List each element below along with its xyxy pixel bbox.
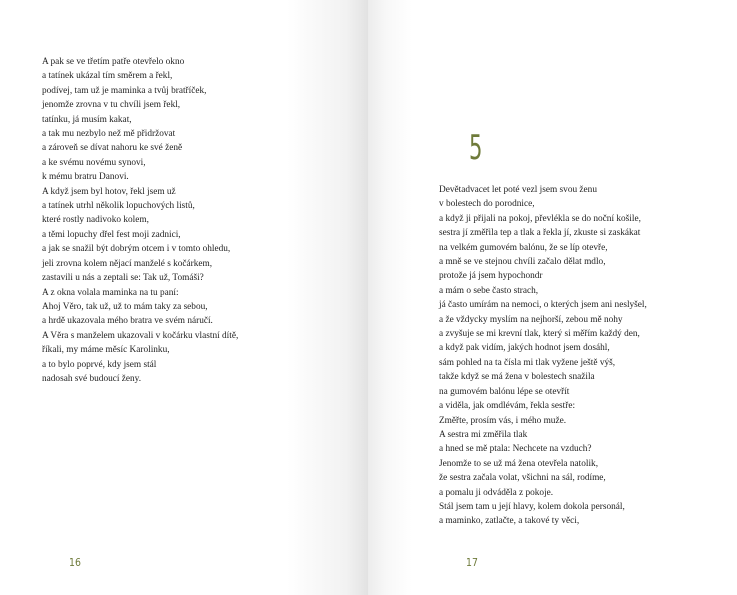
text-line: a viděla, jak omdlévám, řekla sestře:	[439, 401, 576, 412]
text-line: a tatínek ukázal tím směrem a řekl,	[42, 71, 173, 82]
text-line: v bolestech do porodnice,	[439, 199, 535, 210]
left-poem-text	[42, 55, 238, 386]
text-line: Stál jsem tam u její hlavy, kolem dokola personál,	[439, 501, 625, 512]
text-line: a tatínek utrhl několik lopuchových listů,	[42, 201, 195, 212]
text-line: Změřte, prosím vás, i mého muže.	[439, 415, 567, 426]
text-line: a tak mu nezbylo než mě přidržovat	[42, 129, 176, 140]
left-page	[0, 0, 368, 595]
text-line: zastavili u nás a zeptali se: Tak už, Tomáši?	[42, 273, 204, 284]
text-line: a hrdě ukazovala mého bratra ve svém náručí.	[42, 316, 213, 327]
text-line: jenomže zrovna v tu chvíli jsem řekl,	[42, 100, 181, 111]
text-line: a ke svému novému synovi,	[42, 157, 146, 168]
text-line: které rostly nadivoko kolem,	[42, 215, 149, 226]
chapter-number: 5	[469, 128, 483, 168]
text-line: A Věra s manželem ukazovali v kočárku vlastní dítě,	[42, 330, 239, 341]
text-line: jeli zrovna kolem nějací manželé s kočárkem,	[42, 258, 213, 269]
text-line: říkali, my máme měsíc Karolinku,	[42, 345, 170, 356]
text-line: nadosah své budoucí ženy.	[42, 373, 142, 384]
text-line: sestra jí změřila tep a tlak a řekla jí, zkuste si zaskákat	[439, 228, 641, 239]
text-line: a maminko, zatlačte, a takové ty věci,	[439, 516, 580, 527]
text-line: na velkém gumovém balónu, že se líp otevře,	[439, 242, 608, 253]
text-line: a když ji přijali na pokoj, převlékla se do noční košile,	[439, 213, 641, 224]
text-line: takže když se má žena v bolestech snažila	[439, 372, 595, 383]
text-line: A když jsem byl hotov, řekl jsem už	[42, 186, 176, 197]
right-poem-text	[439, 183, 647, 529]
text-line: a pomalu ji odváděla z pokoje.	[439, 487, 554, 498]
text-line: k mému bratru Danovi.	[42, 172, 129, 183]
text-line: A pak se ve třetím patře otevřelo okno	[42, 57, 185, 67]
text-line: protože já jsem hypochondr	[439, 271, 543, 282]
page-number-right: 17	[466, 556, 478, 569]
text-line: a to bylo poprvé, kdy jsem stál	[42, 359, 157, 370]
text-line: sám pohled na ta čísla mi tlak vyžene ještě výš,	[439, 357, 616, 368]
text-line: podívej, tam už je maminka a tvůj bratříček,	[42, 85, 207, 96]
text-line: na gumovém balónu lépe se otevřít	[439, 386, 570, 397]
text-line: a že vždycky myslím na nejhorší, zebou mě nohy	[439, 314, 623, 325]
text-line: a hned se mě ptala: Nechcete na vzduch?	[439, 444, 592, 455]
text-line: já často umírám na nemoci, o kterých jsem ani neslyšel,	[439, 300, 647, 311]
text-line: a když pak vidím, jakých hodnot jsem dosáhl,	[439, 343, 610, 354]
text-line: a jak se snažil být dobrým otcem i v tomto ohledu,	[42, 244, 231, 255]
text-line: Ahoj Věro, tak už, už to mám taky za sebou,	[42, 301, 208, 312]
text-line: a mám o sebe často strach,	[439, 285, 539, 296]
text-line: Jenomže to se už má žena otevřela natolik,	[439, 458, 599, 469]
right-page	[368, 0, 737, 595]
text-line: že sestra začala volat, všichni na sál, rodíme,	[439, 473, 606, 484]
page-number-left: 16	[69, 556, 81, 569]
text-line: a zvyšuje se mi krevní tlak, který si měřím každý den,	[439, 329, 640, 340]
text-line: Devětadvacet let poté vezl jsem svou ženu	[439, 185, 597, 195]
text-line: tatínku, já musím kakat,	[42, 114, 132, 125]
text-line: a těmi lopuchy dřel fest moji zadnici,	[42, 229, 181, 240]
text-line: A z okna volala maminka na tu paní:	[42, 287, 179, 298]
text-line: a mně se ve stejnou chvíli začalo dělat mdlo,	[439, 257, 606, 268]
text-line: A sestra mi změřila tlak	[439, 429, 528, 440]
text-line: a zároveň se dívat nahoru ke své ženě	[42, 143, 183, 154]
